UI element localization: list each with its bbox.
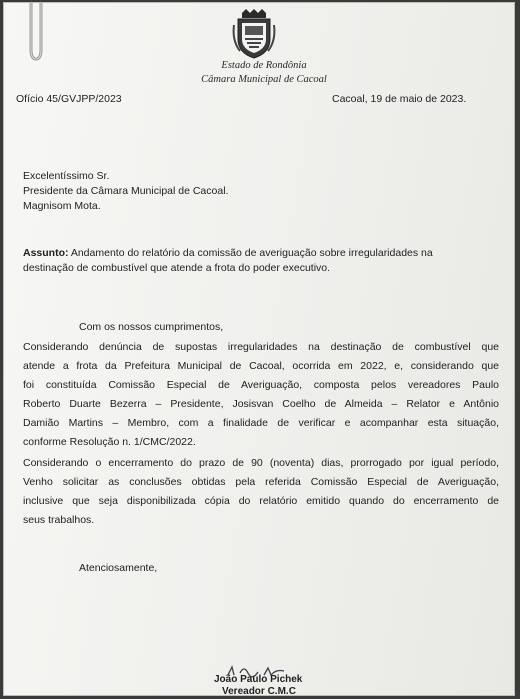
subject-label: Assunto: [23, 247, 69, 259]
header-state: Estado de Rondônia [221, 60, 307, 71]
body-line: seus trabalhos. [23, 514, 95, 526]
body-line: Considerando denúncia de supostas irregularidades na destinação de combustível que [23, 341, 499, 353]
body-line: Considerando o encerramento do prazo de 90 (noventa) dias, prorrogado por igual período, [23, 457, 499, 469]
body-line: atende a frota da Prefeitura Municipal de Cacoal, ocorrida em 2022, e, considerando que [23, 360, 499, 372]
subject-line-1 [23, 247, 433, 259]
place-date: Cacoal, 19 de maio de 2023. [332, 93, 467, 105]
coat-of-arms-icon [232, 9, 276, 59]
closing: Atenciosamente, [79, 562, 158, 574]
body-line: Venho solicitar as conclusões obtidas pela referida Comissão Especial de Averiguação, [23, 476, 499, 488]
paper-clip-icon [26, 2, 44, 63]
subject-text: Andamento do relatório da comissão de averiguação sobre irregularidades na [68, 247, 433, 259]
greeting: Com os nossos cumprimentos, [79, 321, 224, 333]
body-line: conforme Resolução n. 1/CMC/2022. [23, 436, 196, 448]
header-chamber: Câmara Municipal de Cacoal [201, 74, 327, 85]
body-line: inclusive que seja disponibilizada cópia do relatório emitido quando do encerramento de [23, 495, 499, 507]
body-line: Roberto Duarte Bezerra – Presidente, Josisvan Coelho de Almeida – Relator e Antônio [23, 398, 499, 410]
office-number: Ofício 45/GVJPP/2023 [16, 93, 122, 105]
signer-title: Vereador C.M.C [222, 686, 296, 696]
recipient-salutation: Excelentíssimo Sr. [23, 170, 110, 182]
subject-line-2: destinação de combustível que atende a frota do poder executivo. [23, 262, 331, 274]
signer-name: João Paulo Pichek [214, 674, 303, 685]
body-line: Damião Martins – Membro, com a finalidade de verificar e acompanhar esta situação, [23, 417, 499, 429]
recipient-name: Magnisom Mota. [23, 200, 101, 212]
recipient-position: Presidente da Câmara Municipal de Cacoal. [23, 185, 229, 197]
document-page [3, 2, 515, 696]
body-line: foi constituída Comissão Especial de Averiguação, composta pelos vereadores Paulo [23, 379, 499, 391]
